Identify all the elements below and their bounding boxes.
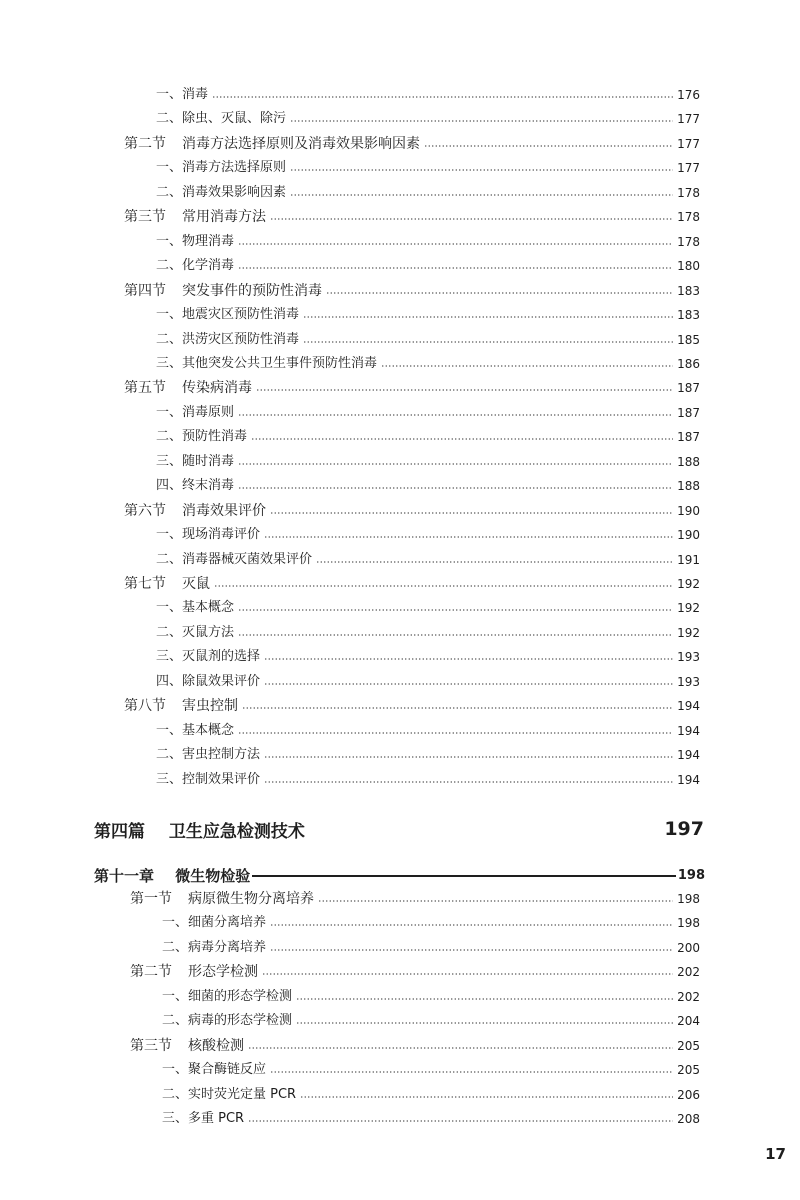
item-label: 四、终末消毒 [156,478,235,494]
part-heading [94,814,704,844]
dot-leader [270,924,673,926]
chapter-page-number: 198 [677,868,705,883]
page-number: 178 [677,234,700,249]
section-number: 第一节 [130,891,172,907]
dot-leader [238,732,673,734]
dot-leader [256,389,673,391]
item-label: 一、消毒 [156,87,209,102]
dot-leader [296,998,673,1000]
toc-section-entry[interactable] [124,377,700,399]
page-number: 180 [677,259,700,274]
dot-leader [316,561,673,563]
page-number: 205 [677,1063,700,1078]
page-number: 177 [677,161,700,176]
section-label [130,1035,244,1057]
toc-item-entry[interactable] [156,769,700,791]
item-label: 二、灭鼠方法 [156,624,235,640]
dot-leader [290,194,673,196]
item-label: 二、消毒器械灭菌效果评价 [156,551,313,567]
dot-leader [270,512,673,514]
dot-leader [238,634,673,636]
page-number: 178 [677,185,700,200]
toc-item-entry[interactable] [156,720,700,742]
dot-leader [242,707,673,709]
section-title: 消毒方法选择原则及消毒效果影响因素 [182,135,420,152]
section-title: 突发事件的预防性消毒 [182,282,322,299]
dot-leader [290,120,673,122]
item-label: 三、灭鼠剂的选择 [156,649,261,665]
item-label: 一、细菌分离培养 [162,915,267,931]
chapter-number: 第十一章 [94,867,155,885]
dot-leader [238,609,673,611]
page-number: 202 [677,965,700,980]
dot-leader [238,463,673,465]
section-label [124,133,420,155]
part-title-line [94,817,305,842]
item-label: 二、预防性消毒 [156,429,248,445]
page-number: 192 [677,577,700,591]
item-label: 三、随时消毒 [156,453,235,469]
page-number: 187 [677,430,700,445]
dot-leader [212,96,673,98]
dot-leader [238,243,673,245]
page-number: 193 [677,650,700,665]
toc-section-entry[interactable] [124,500,700,522]
page-number: 177 [677,136,700,151]
page-number: 190 [677,528,700,543]
page-number: 186 [677,356,700,371]
dot-leader [238,267,673,269]
dot-leader [318,900,673,902]
page-number: 205 [677,1038,700,1053]
dot-leader [264,781,673,783]
section-label [124,206,266,228]
section-number: 第八节 [124,698,166,715]
dot-leader [264,683,673,685]
dot-leader [262,973,673,975]
part-number: 第四篇 [94,821,145,842]
toc-item-entry[interactable] [156,182,700,204]
toc-item-entry[interactable] [162,912,700,934]
page-number: 194 [677,748,700,763]
item-label: 二、病毒的形态学检测 [162,1013,293,1029]
page-number: 198 [677,892,700,906]
page-number: 176 [677,88,700,102]
toc-item-entry[interactable] [156,671,700,693]
item-label: 二、实时荧光定量 PCR [162,1086,297,1102]
toc-item-entry[interactable] [156,231,700,253]
page-number: 187 [677,405,700,420]
item-label: 一、基本概念 [156,600,235,616]
page-number: 188 [677,454,700,469]
section-number: 第六节 [124,502,166,519]
dot-leader [248,1120,673,1122]
toc-item-entry[interactable] [162,1084,700,1106]
page-number: 202 [677,989,700,1004]
item-label: 一、消毒原则 [156,404,235,420]
item-label: 三、控制效果评价 [156,771,261,787]
dot-leader [251,438,673,440]
dot-leader [248,1047,673,1049]
dot-leader [296,1022,673,1024]
dot-leader [300,1096,673,1098]
dot-leader [238,414,673,416]
item-label: 二、洪涝灾区预防性消毒 [156,331,300,347]
toc-item-entry[interactable] [156,549,700,571]
item-label: 一、细菌的形态学检测 [162,988,293,1004]
toc-item-entry[interactable] [156,622,700,644]
dot-leader [270,1071,673,1073]
dot-leader [270,218,673,220]
toc-section-entry[interactable] [124,133,700,155]
section-number: 第二节 [124,135,166,152]
page-number: 183 [677,283,700,298]
toc-item-entry[interactable] [156,524,700,546]
item-label: 一、地震灾区预防性消毒 [156,307,300,323]
toc-item-entry[interactable] [162,937,700,959]
section-label [124,377,252,399]
item-label: 一、消毒方法选择原则 [156,160,287,176]
part-title: 卫生应急检测技术 [168,821,305,842]
item-label: 三、多重 PCR [162,1111,245,1127]
toc-item-entry[interactable] [156,84,700,106]
item-label: 二、消毒效果影响因素 [156,184,287,200]
section-number: 第三节 [124,209,166,226]
item-label: 一、聚合酶链反应 [162,1062,267,1078]
toc-item-entry[interactable] [156,255,700,277]
page-number: 194 [677,699,700,714]
toc-item-entry[interactable] [156,108,700,130]
page-number: 206 [677,1087,700,1102]
section-title: 灭鼠 [182,576,210,592]
toc-item-entry[interactable] [156,402,700,424]
page-number: 198 [677,916,700,931]
toc-item-entry[interactable] [162,1108,700,1130]
section-label [130,888,314,910]
section-title: 常用消毒方法 [182,209,266,226]
item-label: 二、除虫、灭鼠、除污 [156,111,287,127]
toc-item-entry[interactable] [162,1059,700,1081]
dot-leader [303,341,673,343]
item-label: 二、化学消毒 [156,258,235,274]
toc-item-entry[interactable] [156,475,700,497]
section-title: 害虫控制 [182,698,238,715]
toc-item-entry[interactable] [156,157,700,179]
dot-leader [264,756,673,758]
section-title: 消毒效果评价 [182,502,266,519]
section-label [130,961,258,983]
dot-leader [326,292,673,294]
page-number: 178 [677,210,700,225]
item-label: 二、害虫控制方法 [156,747,261,763]
toc-section-entry[interactable] [130,961,700,983]
toc-item-entry[interactable] [162,986,700,1008]
page-number: 208 [677,1112,700,1127]
chapter-leader-rule [252,875,676,877]
toc-item-entry[interactable] [156,744,700,766]
section-number: 第七节 [124,576,166,592]
page-number: 177 [677,112,700,127]
page-number: 187 [677,381,700,396]
page-number: 194 [677,772,700,787]
chapter-entry[interactable] [94,865,705,887]
page-number: 191 [677,552,700,567]
item-label: 三、其他突发公共卫生事件预防性消毒 [156,355,378,371]
dot-leader [264,658,673,660]
toc-item-entry[interactable] [156,329,700,351]
dot-leader [290,169,673,171]
dot-leader [303,316,673,318]
toc-item-entry[interactable] [156,353,700,375]
page-number: 204 [677,1014,700,1029]
item-label: 四、除鼠效果评价 [156,673,261,689]
page-number: 188 [677,479,700,494]
toc-section-entry[interactable] [124,206,700,228]
chapter-label [94,865,250,887]
toc-item-entry[interactable] [156,597,700,619]
dot-leader [214,585,673,587]
chapter-title: 微生物检验 [175,867,251,885]
item-label: 一、物理消毒 [156,233,235,249]
toc-section-entry[interactable] [124,695,700,717]
toc-item-entry[interactable] [156,451,700,473]
part-page-number: 197 [664,818,704,840]
section-title: 传染病消毒 [182,380,252,397]
page-number: 193 [677,674,700,689]
dot-leader [264,536,673,538]
toc-section-entry[interactable] [130,1035,700,1057]
section-title: 形态学检测 [188,964,258,981]
section-label [124,280,322,302]
section-number: 第三节 [130,1037,172,1054]
section-label [124,500,266,522]
toc-item-entry[interactable] [156,646,700,668]
page-number: 190 [677,503,700,518]
section-number: 第五节 [124,380,166,397]
section-title: 核酸检测 [188,1037,244,1054]
dot-leader [424,145,673,147]
item-label: 二、病毒分离培养 [162,939,267,955]
item-label: 一、基本概念 [156,722,235,738]
section-label [124,573,210,595]
dot-leader [270,949,673,951]
page-number: 183 [677,308,700,323]
dot-leader [381,365,673,367]
toc-section-entry[interactable] [124,280,700,302]
page-number: 194 [677,723,700,738]
page-number: 200 [677,940,700,955]
section-number: 第二节 [130,964,172,981]
page-number: 192 [677,601,700,616]
toc-section-entry[interactable] [124,573,700,595]
toc-item-entry[interactable] [162,1010,700,1032]
dot-leader [238,487,673,489]
section-title: 病原微生物分离培养 [188,891,314,907]
item-label: 一、现场消毒评价 [156,527,261,543]
section-label [124,695,238,717]
section-number: 第四节 [124,282,166,299]
toc-item-entry[interactable] [156,426,700,448]
folio-page-number: 17 [765,1145,786,1163]
toc-item-entry[interactable] [156,304,700,326]
toc-section-entry[interactable] [130,888,700,910]
page-number: 185 [677,332,700,347]
page-number: 192 [677,625,700,640]
